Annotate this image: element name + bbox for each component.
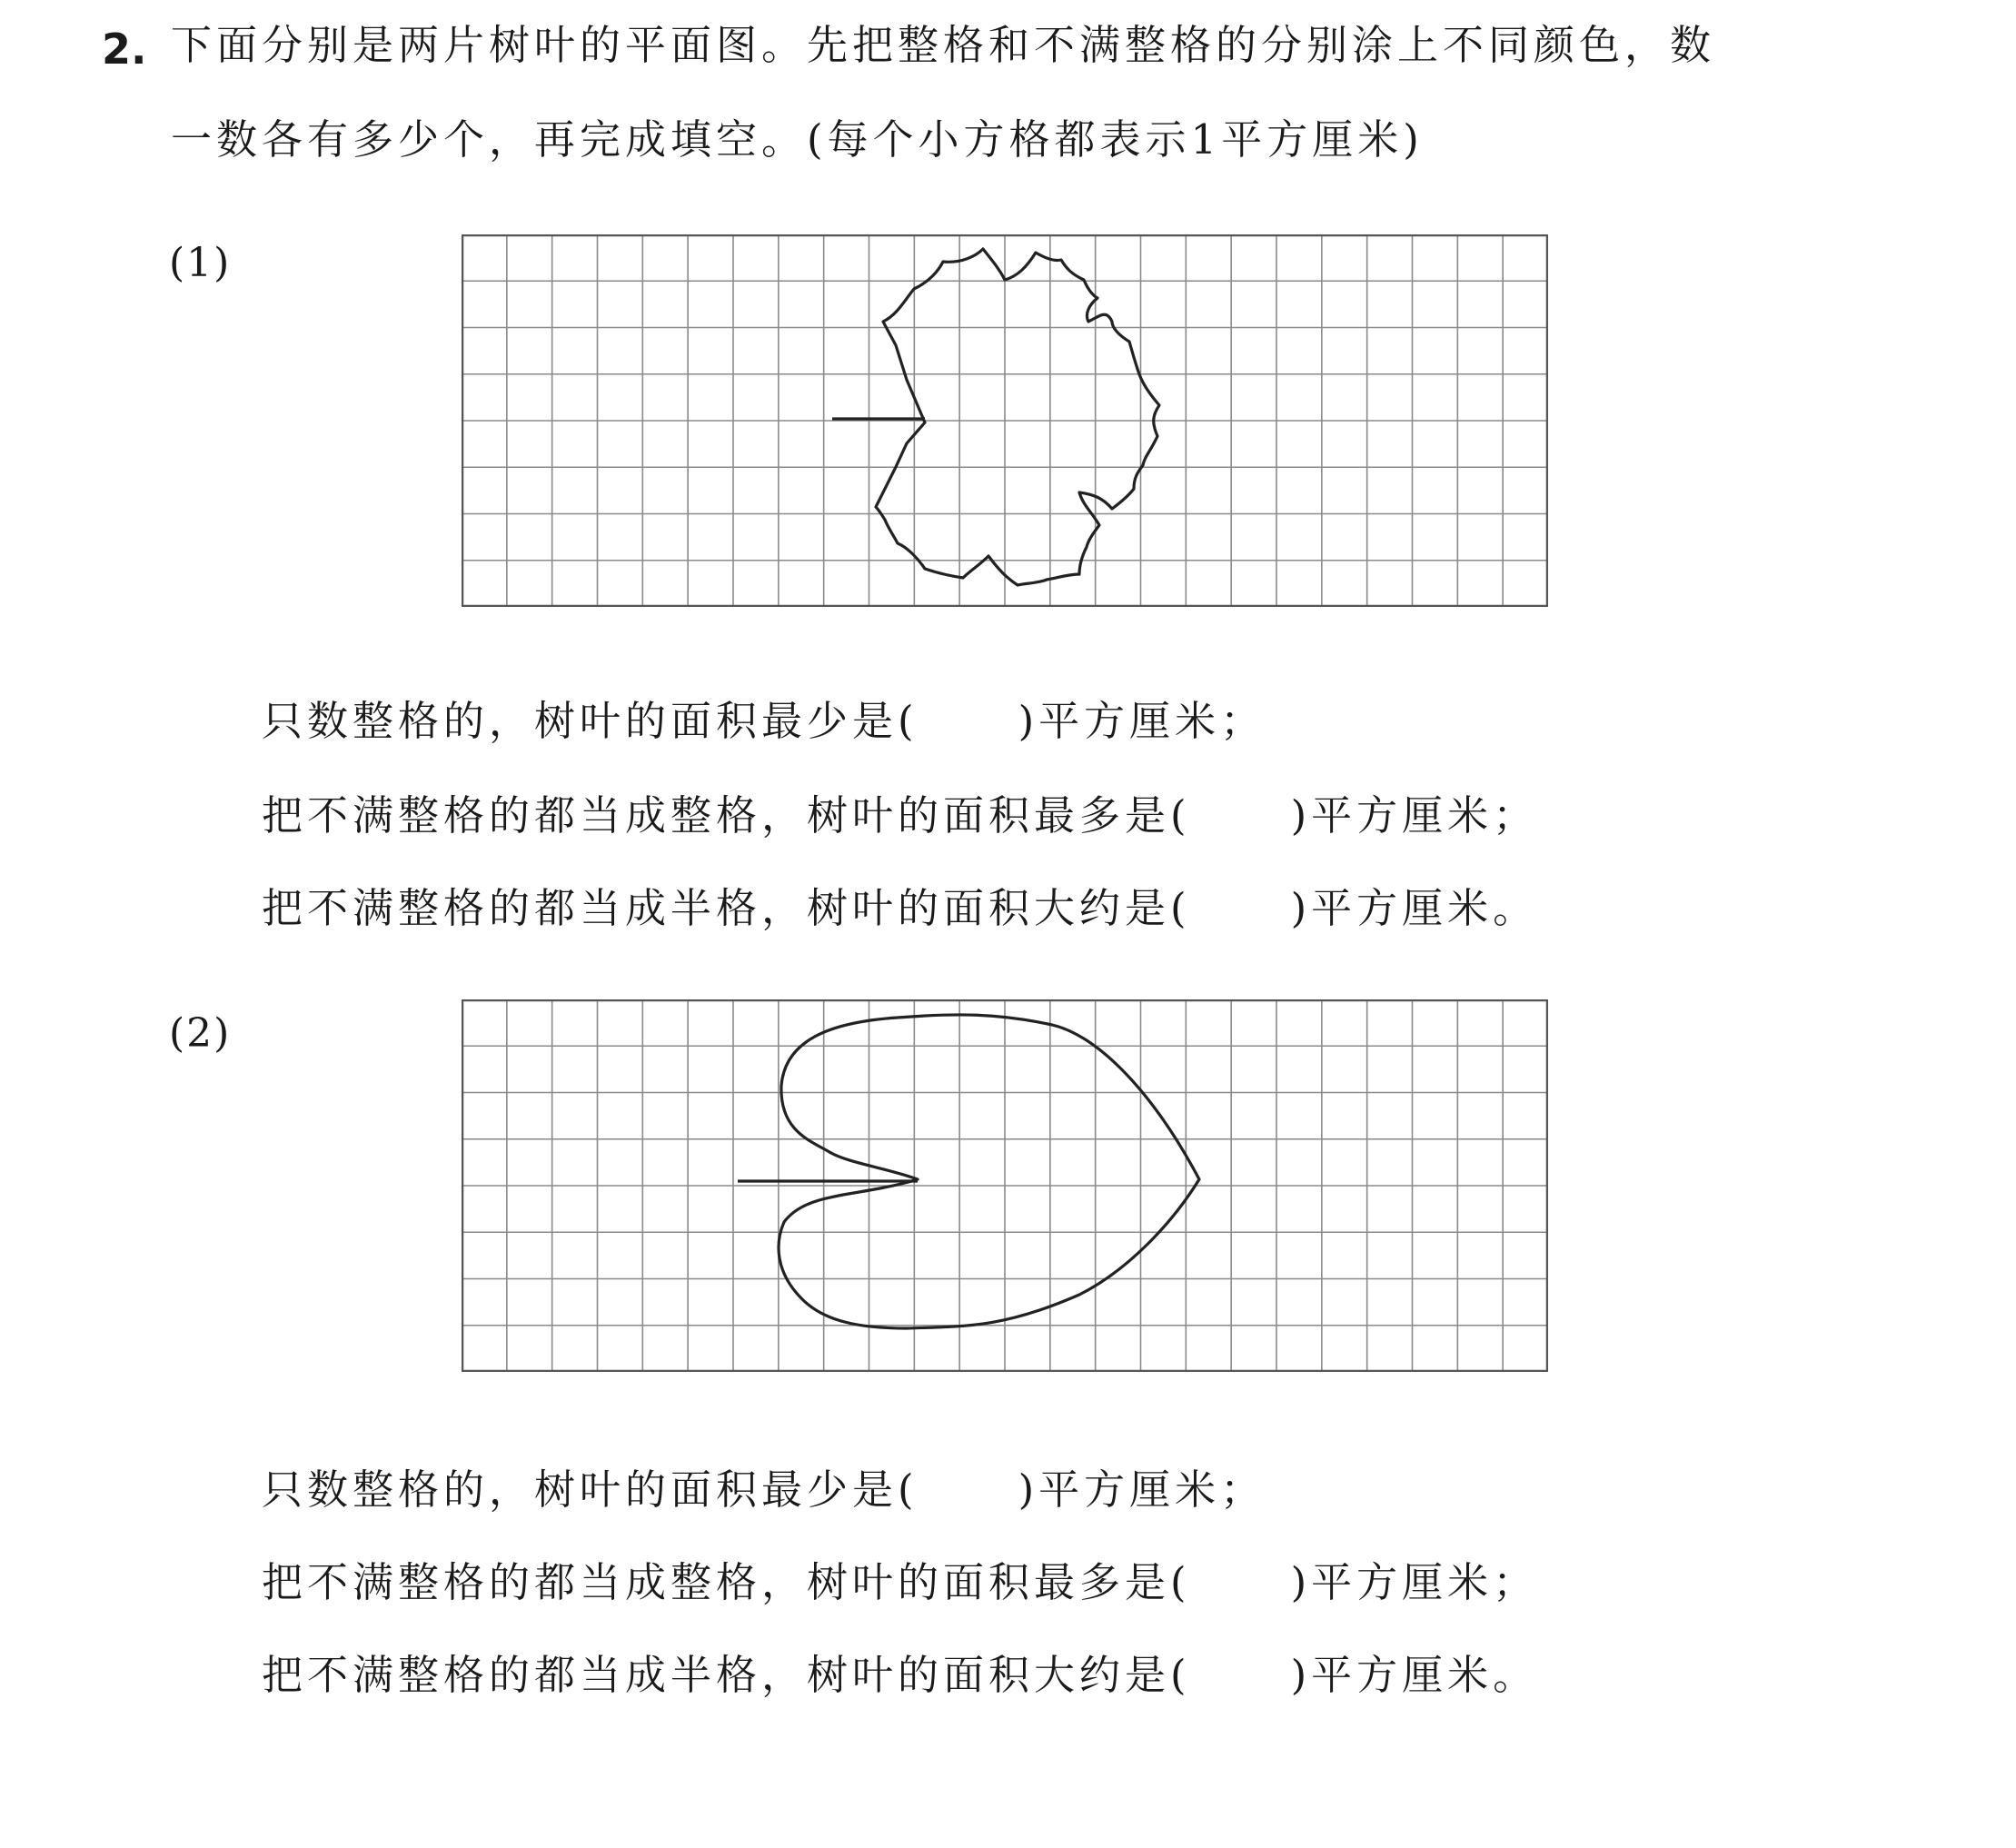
leaf-2-grid	[462, 999, 1548, 1372]
part-2-fill-1-text-after: )平方厘米；	[1018, 1465, 1266, 1514]
part-1-fill-3-text-after: )平方厘米。	[1290, 884, 1539, 932]
part-1-fill-2-text-before: 把不满整格的都当成整格，树叶的面积最多是(	[262, 791, 1191, 840]
part-1-label: (1)	[169, 240, 232, 286]
leaf-2-gridlines	[462, 999, 1548, 1372]
leaf-2-outline	[779, 1015, 1199, 1328]
question-text-line-2: 一数各有多少个，再完成填空。(每个小方格都表示1平方厘米)	[171, 115, 1424, 164]
part-1-fill-2	[262, 787, 1538, 845]
part-1-fill-1	[262, 692, 1266, 750]
part-1-fill-3	[262, 879, 1538, 938]
part-2-fill-2-text-before: 把不满整格的都当成整格，树叶的面积最多是(	[262, 1558, 1191, 1606]
part-2-fill-3-text-before: 把不满整格的都当成半格，树叶的面积大约是(	[262, 1651, 1191, 1699]
part-1-fill-2-text-after: )平方厘米；	[1290, 791, 1539, 840]
leaf-1-grid	[462, 234, 1548, 607]
part-2-fill-3	[262, 1646, 1538, 1704]
part-1-fill-3-text-before: 把不满整格的都当成半格，树叶的面积大约是(	[262, 884, 1191, 932]
part-2-fill-1-text-before: 只数整格的，树叶的面积最少是(	[262, 1465, 919, 1514]
question-text-line-1: 下面分别是两片树叶的平面图。先把整格和不满整格的分别涂上不同颜色，数	[171, 21, 1716, 69]
part-2-fill-2	[262, 1554, 1538, 1612]
part-2-fill-3-text-after: )平方厘米。	[1290, 1651, 1539, 1699]
leaf-1-gridlines	[462, 234, 1548, 607]
part-2-fill-2-text-after: )平方厘米；	[1290, 1558, 1539, 1606]
part-1-fill-1-text-after: )平方厘米；	[1018, 697, 1266, 745]
question-number: 2.	[102, 25, 147, 74]
part-1-fill-1-text-before: 只数整格的，树叶的面积最少是(	[262, 697, 919, 745]
leaf-1-outline	[876, 249, 1159, 585]
part-2-fill-1	[262, 1461, 1266, 1519]
part-2-label: (2)	[169, 1010, 232, 1057]
